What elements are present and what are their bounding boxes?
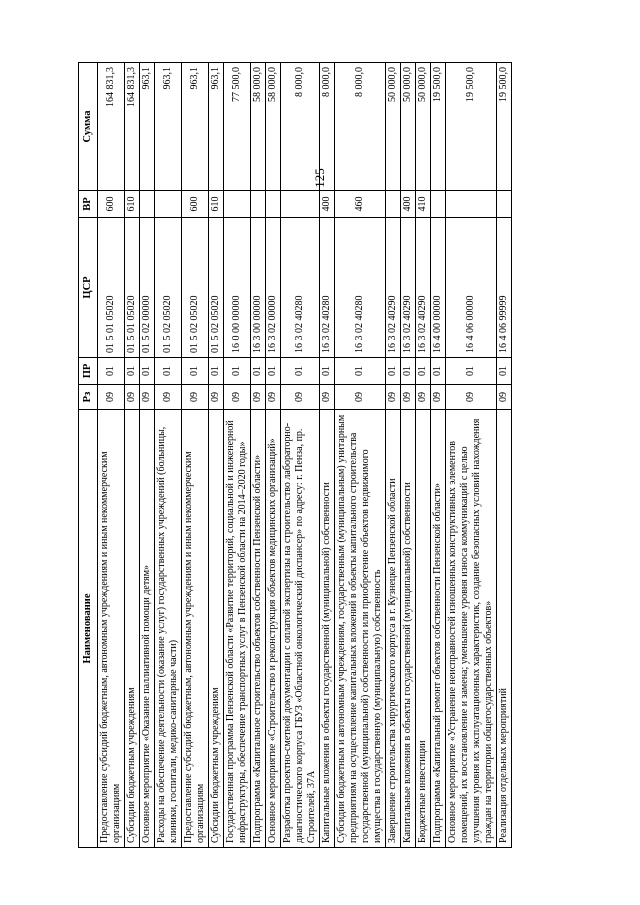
row-name: Реализация отдельных мероприятий [497, 410, 512, 848]
table-row [209, 63, 224, 848]
rotated-table-inner [78, 63, 584, 848]
row-rz: 09 [140, 385, 155, 410]
row-csr: 01 5 01 05020 [125, 218, 140, 358]
row-name: Подпрограмма «Капитальное строительство объектов собственности Пензенской области» [251, 410, 266, 848]
row-sum: 963,1 [182, 63, 209, 191]
rotated-table-container [78, 63, 584, 848]
row-sum: 963,1 [209, 63, 224, 191]
budget-table [78, 62, 512, 848]
row-name: Основное мероприятие «Строительство и реконструкция объектов медицинских организаций» [266, 410, 281, 848]
table-row [155, 63, 182, 848]
row-csr: 16 3 02 40290 [416, 218, 431, 358]
row-sum: 19 500,0 [431, 63, 446, 191]
row-csr: 01 5 02 05020 [182, 218, 209, 358]
row-vr [281, 191, 320, 218]
row-csr: 16 3 02 40290 [401, 218, 416, 358]
row-vr [386, 191, 401, 218]
row-csr: 16 3 02 40280 [335, 218, 386, 358]
row-sum: 58 000,0 [266, 63, 281, 191]
table-row [251, 63, 266, 848]
row-vr: 610 [125, 191, 140, 218]
table-row [416, 63, 431, 848]
row-vr [266, 191, 281, 218]
row-rz: 09 [281, 385, 320, 410]
row-name: Разработка проектно-сметной документации с оплатой экспертизы на строительство лабораторно-диагностического корпуса ГБУЗ «Областной онкологический диспансер» по адресу: г. Пенза, пр. Строителей, 37А [281, 410, 320, 848]
row-sum: 164 831,3 [125, 63, 140, 191]
row-pr: 01 [281, 358, 320, 385]
row-sum: 8 000,0 [320, 63, 335, 191]
row-name: Завершение строительства хирургического корпуса в г. Кузнецке Пензенской области [386, 410, 401, 848]
row-pr: 01 [224, 358, 251, 385]
row-rz: 09 [416, 385, 431, 410]
row-sum: 50 000,0 [416, 63, 431, 191]
table-row [140, 63, 155, 848]
row-csr: 01 5 02 05020 [209, 218, 224, 358]
row-name: Субсидии бюджетным учреждениям [209, 410, 224, 848]
table-header-row [79, 63, 98, 848]
row-csr: 16 3 02 00000 [266, 218, 281, 358]
header-csr: ЦСР [79, 218, 98, 358]
row-csr: 16 4 06 00000 [446, 218, 497, 358]
row-vr [446, 191, 497, 218]
row-vr: 600 [182, 191, 209, 218]
row-rz: 09 [224, 385, 251, 410]
row-rz: 09 [125, 385, 140, 410]
row-rz: 09 [182, 385, 209, 410]
row-pr: 01 [416, 358, 431, 385]
header-name: Наименование [79, 410, 98, 848]
row-vr: 410 [416, 191, 431, 218]
row-csr: 16 0 00 00000 [224, 218, 251, 358]
row-pr: 01 [266, 358, 281, 385]
row-sum: 8 000,0 [335, 63, 386, 191]
table-row [431, 63, 446, 848]
page-number-text: 125 [312, 168, 327, 188]
row-vr: 400 [401, 191, 416, 218]
row-sum: 164 831,3 [98, 63, 125, 191]
header-pr: ПР [79, 358, 98, 385]
row-csr: 16 3 00 00000 [251, 218, 266, 358]
row-pr: 01 [182, 358, 209, 385]
table-row [335, 63, 386, 848]
row-rz: 09 [446, 385, 497, 410]
row-pr: 01 [497, 358, 512, 385]
row-vr [497, 191, 512, 218]
row-vr [431, 191, 446, 218]
row-vr: 610 [209, 191, 224, 218]
table-row [224, 63, 251, 848]
row-pr: 01 [320, 358, 335, 385]
row-name: Капитальные вложения в объекты государственной (муниципальной) собственности [320, 410, 335, 848]
table-row [125, 63, 140, 848]
row-rz: 09 [266, 385, 281, 410]
row-vr: 600 [98, 191, 125, 218]
row-pr: 01 [140, 358, 155, 385]
row-name: Бюджетные инвестиции [416, 410, 431, 848]
row-csr: 16 4 06 99999 [497, 218, 512, 358]
row-rz: 09 [155, 385, 182, 410]
row-pr: 01 [431, 358, 446, 385]
row-rz: 09 [335, 385, 386, 410]
table-row [320, 63, 335, 848]
row-pr: 01 [386, 358, 401, 385]
row-csr: 01 5 01 05020 [98, 218, 125, 358]
row-pr: 01 [335, 358, 386, 385]
table-row [182, 63, 209, 848]
row-sum: 19 500,0 [497, 63, 512, 191]
table-row [497, 63, 512, 848]
row-rz: 09 [401, 385, 416, 410]
row-sum: 50 000,0 [401, 63, 416, 191]
row-name: Расходы на обеспечение деятельности (оказание услуг) государственных учреждений (больницы, клиники, госпитали, медико-санитарные части) [155, 410, 182, 848]
row-pr: 01 [155, 358, 182, 385]
row-sum: 8 000,0 [281, 63, 320, 191]
row-sum: 19 500,0 [446, 63, 497, 191]
row-vr [140, 191, 155, 218]
row-pr: 01 [209, 358, 224, 385]
row-rz: 09 [431, 385, 446, 410]
header-sum: Сумма [79, 63, 98, 191]
row-name: Субсидии бюджетным и автономным учреждениям, государственным (муниципальным) унитарным предприятиям на осуществление капитальных вложений в объекты капитального строительства государственной (муниципальной) собственности или приобретение объектов недвижимого имущества в государственную (муниципальную) собственность [335, 410, 386, 848]
row-sum: 58 000,0 [251, 63, 266, 191]
row-rz: 09 [209, 385, 224, 410]
row-csr: 16 3 02 40280 [281, 218, 320, 358]
table-row [281, 63, 320, 848]
row-rz: 09 [497, 385, 512, 410]
row-vr: 460 [335, 191, 386, 218]
row-pr: 01 [446, 358, 497, 385]
row-csr: 16 3 02 40290 [386, 218, 401, 358]
table-row [386, 63, 401, 848]
row-name: Основное мероприятие «Оказание паллиативной помощи детям» [140, 410, 155, 848]
table-row [401, 63, 416, 848]
row-name: Государственная программа Пензенской области «Развитие территорий, социальной и инженерной инфраструктуры, обеспечение транспортных услуг в Пензенской области на 2014–2020 годы» [224, 410, 251, 848]
row-csr: 16 3 02 40280 [320, 218, 335, 358]
row-vr [155, 191, 182, 218]
row-pr: 01 [401, 358, 416, 385]
table-row [446, 63, 497, 848]
row-sum: 50 000,0 [386, 63, 401, 191]
row-name: Предоставление субсидий бюджетным, автономным учреждениям и иным некоммерческим организациям [182, 410, 209, 848]
header-rz: Рз [79, 385, 98, 410]
row-rz: 09 [320, 385, 335, 410]
row-vr [251, 191, 266, 218]
row-pr: 01 [98, 358, 125, 385]
row-rz: 09 [386, 385, 401, 410]
row-rz: 09 [98, 385, 125, 410]
row-pr: 01 [251, 358, 266, 385]
row-sum: 77 500,0 [224, 63, 251, 191]
row-name: Предоставление субсидий бюджетным, автономным учреждениям и иным некоммерческим организациям [98, 410, 125, 848]
row-sum: 963,1 [140, 63, 155, 191]
table-row [98, 63, 125, 848]
row-vr [224, 191, 251, 218]
row-csr: 16 4 00 00000 [431, 218, 446, 358]
row-csr: 01 5 02 00000 [140, 218, 155, 358]
row-vr: 400 [320, 191, 335, 218]
row-name: Субсидии бюджетным учреждениям [125, 410, 140, 848]
row-name: Основное мероприятие «Устранение неисправностей изношенных конструктивных элементов помещений, их восстановление и замена; уменьшение уровня износа коммуникаций с целью улучшения уровня их эксплуатационных характеристик, создание безопасных условий нахождения граждан на территории общегосударственных объектов» [446, 410, 497, 848]
table-row [266, 63, 281, 848]
header-vr: ВР [79, 191, 98, 218]
row-name: Капитальные вложения в объекты государственной (муниципальной) собственности [401, 410, 416, 848]
row-csr: 01 5 02 05020 [155, 218, 182, 358]
row-pr: 01 [125, 358, 140, 385]
row-name: Подпрограмма «Капитальный ремонт объектов собственности Пензенской области» [431, 410, 446, 848]
row-rz: 09 [251, 385, 266, 410]
row-sum: 963,1 [155, 63, 182, 191]
